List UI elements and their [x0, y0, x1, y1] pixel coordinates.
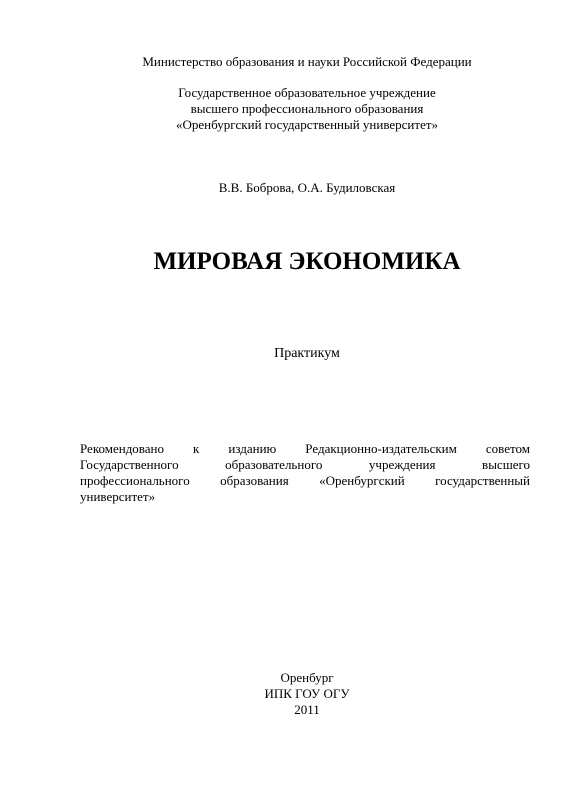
institution-line: высшего профессионального образования	[190, 101, 424, 116]
recommendation-line: Государственного образовательного учреждения высшего	[80, 457, 530, 472]
recommendation-paragraph	[80, 441, 530, 505]
recommendation-line: профессионального образования «Оренбургский государственный	[80, 473, 530, 488]
imprint-city: Оренбург	[280, 670, 334, 685]
institution-line: Государственное образовательное учреждение	[178, 85, 436, 100]
recommendation-line: университет»	[80, 489, 156, 504]
recommendation-line: Рекомендовано к изданию Редакционно-издательским советом	[80, 441, 530, 456]
ministry-line: Министерство образования и науки Российской Федерации	[142, 54, 472, 69]
institution-line: «Оренбургский государственный университет»	[175, 117, 439, 132]
imprint-year: 2011	[294, 702, 320, 717]
institution-block	[22, 85, 570, 133]
imprint-publisher: ИПК ГОУ ОГУ	[264, 686, 350, 701]
imprint-block	[22, 670, 570, 718]
document-subtitle: Практикум	[274, 346, 340, 361]
document-title: МИРОВАЯ ЭКОНОМИКА	[153, 248, 461, 275]
authors: В.В. Боброва, О.А. Будиловская	[218, 180, 396, 195]
